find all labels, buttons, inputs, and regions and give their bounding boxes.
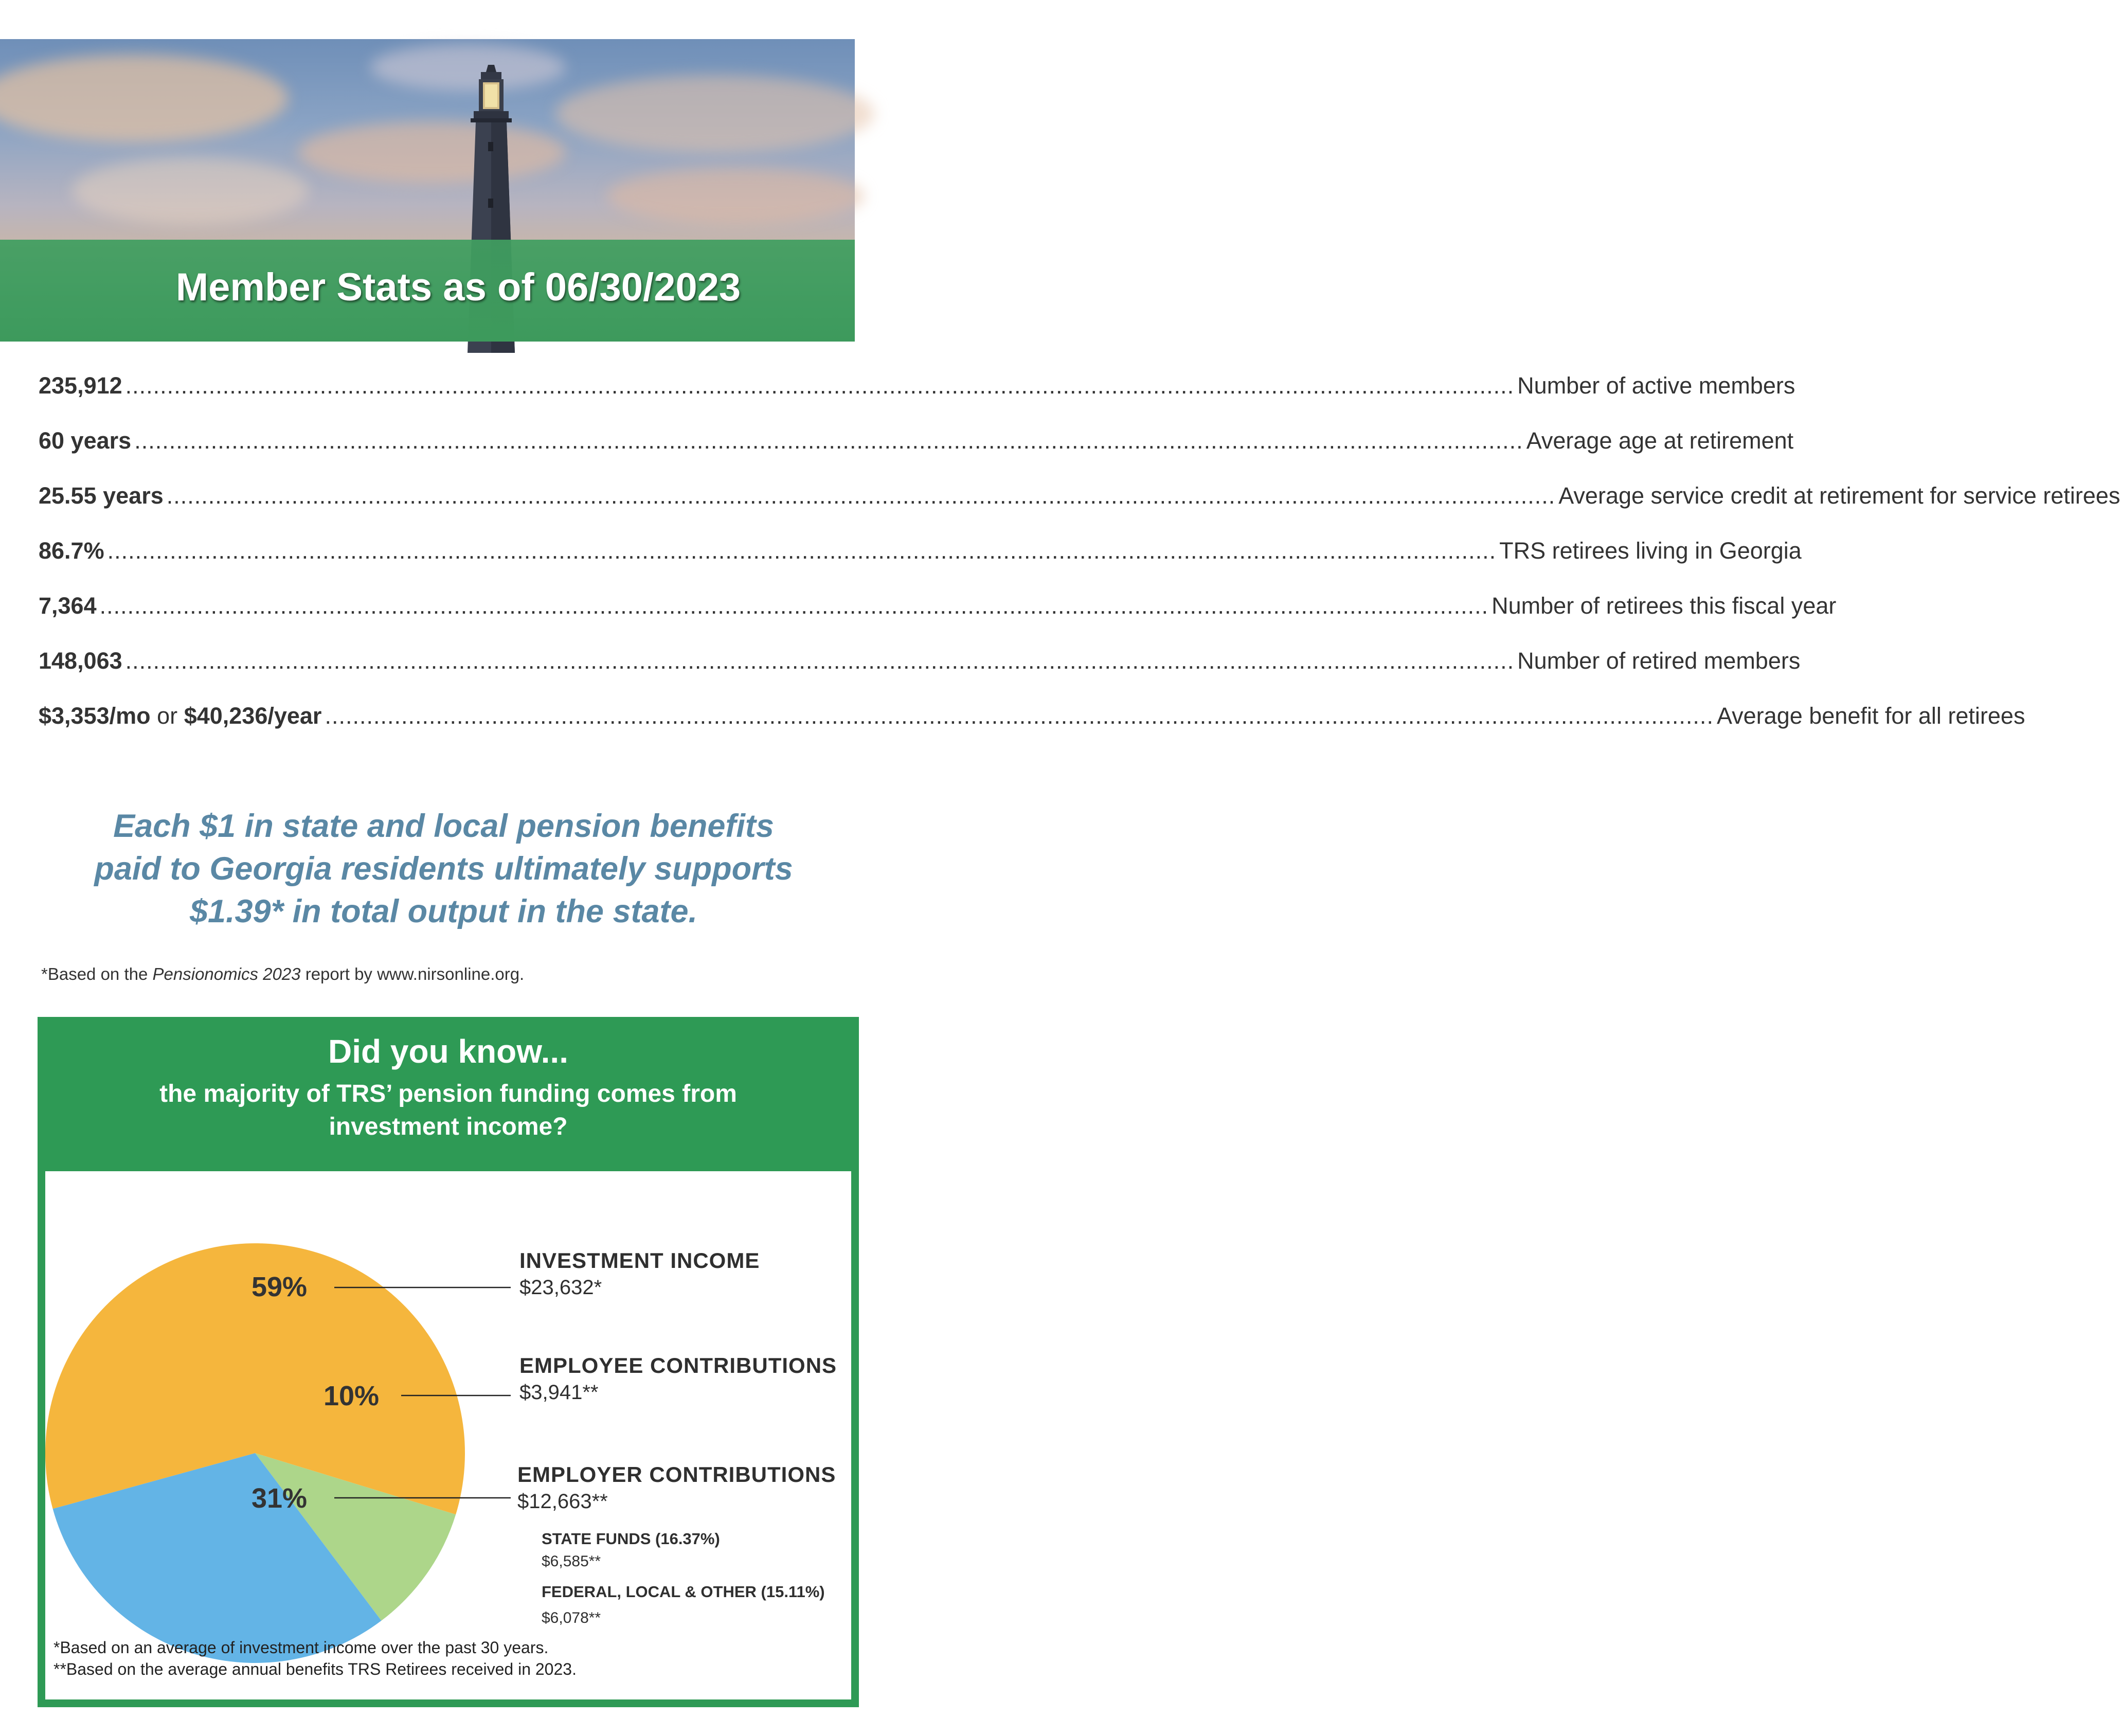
page-title: Member Stats as of 06/30/2023 — [175, 265, 741, 309]
connector-word: or — [157, 703, 178, 729]
did-you-know-title: Did you know... — [328, 1033, 568, 1070]
legend-employee-value: $3,941** — [519, 1381, 599, 1404]
legend-state-funds-title: STATE FUNDS (16.37%) — [542, 1530, 720, 1548]
stat-label: Average benefit for all retirees — [1716, 703, 2025, 729]
pie-label-31-percent: 31% — [251, 1483, 308, 1514]
legend-investment-title: INVESTMENT INCOME — [519, 1248, 760, 1273]
note-report-title: Pensionomics 2023 — [152, 964, 301, 983]
stat-row-average-benefit — [39, 703, 2025, 758]
cloud — [555, 75, 874, 152]
did-you-know-box — [38, 1017, 859, 1707]
quote-footnote — [41, 964, 524, 984]
cloud — [0, 55, 288, 142]
stat-row-retirees-fiscal-year — [39, 593, 1837, 648]
legend-federal-value: $6,078** — [542, 1609, 601, 1626]
stat-value: 25.55 years — [39, 482, 164, 509]
leader-dots: ........................................................................................................................................................................................................ — [166, 482, 1556, 509]
stat-value-yearly: $40,236/year — [184, 703, 322, 729]
stat-value-monthly: $3,353/mo — [39, 703, 151, 729]
footnote-benefits: **Based on the average annual benefits TRS Retirees received in 2023. — [53, 1660, 577, 1678]
stat-label: Number of active members — [1517, 372, 1795, 399]
cloud — [72, 157, 309, 224]
legend-employer-value: $12,663** — [517, 1490, 608, 1513]
did-you-know-subtitle: the majority of TRS’ pension funding comes from investment income? — [159, 1080, 737, 1140]
leader-dots: ........................................................................................................................................................................................................ — [125, 648, 1515, 674]
quote-line: Each $1 in state and local pension benefits — [113, 808, 774, 844]
stat-value: 7,364 — [39, 593, 97, 619]
chart-panel — [45, 1171, 851, 1699]
footnote-investment: *Based on an average of investment income over the past 30 years. — [53, 1638, 549, 1657]
stat-label: Average age at retirement — [1526, 427, 1794, 454]
stat-label: TRS retirees living in Georgia — [1499, 538, 1802, 564]
cloud — [607, 168, 864, 224]
stat-row-average-age — [39, 427, 1794, 482]
leader-dots: ........................................................................................................................................................................................................ — [134, 427, 1523, 454]
stat-value: 235,912 — [39, 372, 122, 399]
leader-dots: ........................................................................................................................................................................................................ — [325, 703, 1714, 729]
stat-value: 148,063 — [39, 648, 122, 674]
stat-value: 86.7% — [39, 538, 104, 564]
note-suffix: report by www.nirsonline.org. — [305, 964, 525, 983]
stat-label: Average service credit at retirement for service retirees — [1558, 482, 2120, 509]
stat-row-living-in-georgia — [39, 538, 1802, 593]
legend-employee-title: EMPLOYEE CONTRIBUTIONS — [519, 1353, 837, 1377]
leader-dots: ........................................................................................................................................................................................................ — [99, 593, 1489, 619]
stat-connector — [151, 703, 184, 729]
stats-list — [39, 372, 2120, 758]
note-prefix: *Based on the — [41, 964, 148, 983]
quote-line: $1.39* in total output in the state. — [189, 893, 698, 930]
legend-federal-title: FEDERAL, LOCAL & OTHER (15.11%) — [542, 1583, 825, 1601]
did-you-know-header — [38, 1017, 859, 1171]
pension-quote — [0, 805, 887, 933]
pie-label-59-percent: 59% — [251, 1272, 308, 1302]
stat-row-service-credit — [39, 482, 2120, 538]
legend-employer-title: EMPLOYER CONTRIBUTIONS — [517, 1462, 836, 1487]
legend-state-funds-value: $6,585** — [542, 1553, 601, 1570]
stat-label: Number of retired members — [1517, 648, 1801, 674]
leader-dots: ........................................................................................................................................................................................................ — [125, 372, 1515, 399]
pie-label-10-percent: 10% — [323, 1381, 380, 1411]
stat-row-retired-members — [39, 648, 1801, 703]
stat-row-active-members — [39, 372, 1795, 427]
leader-dots: ........................................................................................................................................................................................................ — [107, 538, 1497, 564]
stat-value: 60 years — [39, 427, 132, 454]
quote-line: paid to Georgia residents ultimately supports — [94, 851, 793, 887]
legend-investment-value: $23,632* — [519, 1276, 602, 1299]
stat-label: Number of retirees this fiscal year — [1492, 593, 1837, 619]
